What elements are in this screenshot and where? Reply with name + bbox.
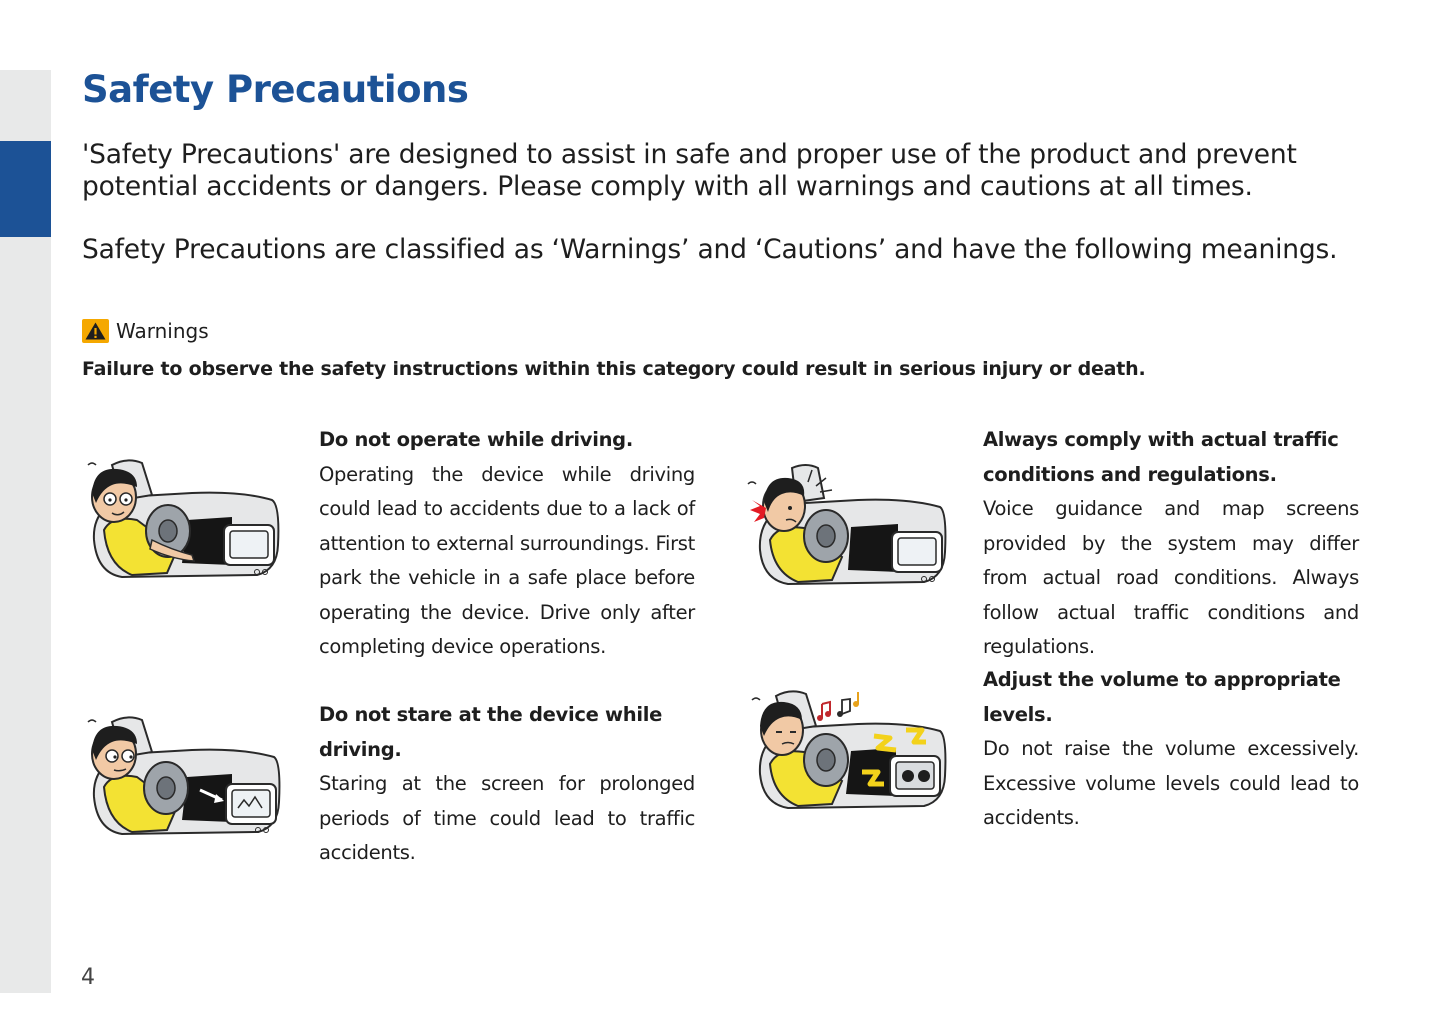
item-heading: Do not operate while driving. xyxy=(319,428,633,451)
page-number: 4 xyxy=(81,965,95,990)
driver-staring-at-screen-illustration xyxy=(82,712,282,842)
driver-operating-device-illustration xyxy=(82,455,282,585)
warning-item-traffic xyxy=(983,423,1359,665)
item-body: Operating the device while driving could lead to accidents due to a lack of attention to external surroundings. First park the vehicle in a safe place before operating the device. Drive only after completing device operations. xyxy=(319,462,695,658)
warnings-label: Warnings xyxy=(116,319,209,343)
chapter-tab-marker xyxy=(0,141,51,237)
driver-crash-illustration xyxy=(746,462,951,592)
warning-triangle-icon xyxy=(82,319,109,343)
driver-loud-music-illustration xyxy=(746,686,951,816)
classification-paragraph: Safety Precautions are classified as ‘Warnings’ and ‘Cautions’ and have the following meanings. xyxy=(82,234,1338,265)
item-body: Voice guidance and map screens provided by the system may differ from actual road conditions. Always follow actual traffic conditions and regulations. xyxy=(983,497,1359,658)
warning-item-stare xyxy=(319,698,695,871)
warnings-heading xyxy=(82,318,209,344)
warning-item-volume xyxy=(983,663,1359,836)
warning-item-operate xyxy=(319,423,695,665)
page-title: Safety Precautions xyxy=(82,68,469,111)
item-heading: Always comply with actual traffic conditions and regulations. xyxy=(983,428,1339,486)
item-body: Staring at the screen for prolonged periods of time could lead to traffic accidents. xyxy=(319,772,695,864)
intro-paragraph: 'Safety Precautions' are designed to assist in safe and proper use of the product and prevent potential accidents or dangers. Please comply with all warnings and cautions at all times. xyxy=(82,139,1297,202)
warnings-description: Failure to observe the safety instructions within this category could result in serious injury or death. xyxy=(82,358,1146,380)
item-heading: Adjust the volume to appropriate levels. xyxy=(983,668,1341,726)
item-heading: Do not stare at the device while driving. xyxy=(319,703,663,761)
item-body: Do not raise the volume excessively. Excessive volume levels could lead to accidents. xyxy=(983,737,1359,829)
